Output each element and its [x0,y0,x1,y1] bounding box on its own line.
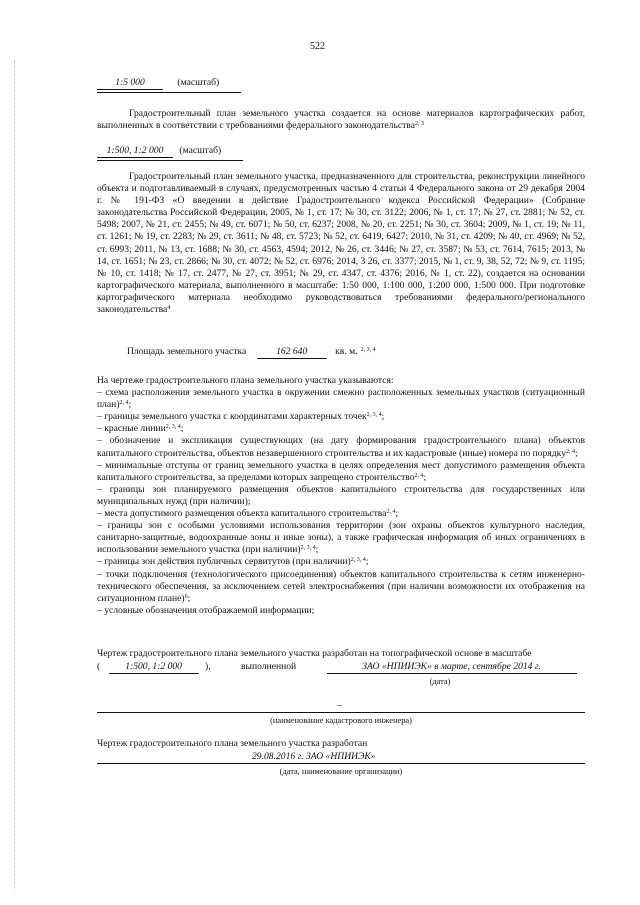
date-caption: (дата) [429,677,451,686]
footnote-ref: 2, 4 [414,472,424,479]
list-item-text: – границы зон с особыми условиями использования территории (зон охраны объектов культурного наследия, санитарно-защитные, водоохранные зоны и иные зоны), а также графическая информация об иных ограничениях в использовании земельного участка (при наличии) [97,520,585,556]
footnote-ref: 2, 3, 4 [360,347,376,353]
scale-row-1 [97,77,219,90]
engineer-dash: – [337,700,342,711]
list-item-text: – условные обозначения отображаемой информации; [97,604,315,616]
list-item-tail: ; [128,399,132,411]
paragraph-materials [97,108,585,132]
scale-row-2-rule [97,160,243,161]
area-label: Площадь земельного участка [127,346,247,357]
paragraph-materials-text: Градостроительный план земельного участка создается на основе материалов картографических работ, выполненных в соответствии с требованиями федерального законодательства [97,108,585,132]
list-item-text: – обозначение и экспликация существующих (на дату формирования градостроительного плана) объектов капитального строительства, объектов незавершенного строительства и их кадастровые (иные) номера по порядку [97,435,585,459]
list-item-text: – границы земельного участка с координатами характерных точек [97,411,367,423]
list-item [97,556,585,568]
engineer-caption: (наименование кадастрового инженера) [270,716,412,725]
performed-label: выполненной [241,661,297,672]
list-item-tail: ; [395,508,399,520]
list-item-tail: ; [575,447,578,459]
area-row [127,346,376,359]
list-item [97,508,585,520]
performed-by-value: ЗАО «НПИИЭК» в марте, сентябре 2014 г. [327,661,577,674]
close-paren: ), [205,661,211,672]
drawing-scale-line: Чертеж градостроительного плана земельного участка разработан на топографической основе в масштабе [97,648,532,659]
list-item [97,484,585,508]
footnote-ref: 2, 4 [566,448,575,455]
list-item [97,569,585,605]
list-item-tail: ; [180,423,184,435]
list-item-tail: ; [365,556,369,568]
footnote-ref: 2, 3, 4 [366,412,382,419]
footnote-ref: 2, 3, 4 [165,424,181,431]
engineer-rule [97,712,585,713]
list-item [97,387,585,411]
developed-caption: (дата, наименование организации) [279,767,403,776]
footnote-ref: 2, 3, 4 [350,557,366,564]
area-unit: кв. м. [335,346,358,357]
area-value: 162 640 [257,346,327,359]
scale-value-2: 1:500, 1:2 000 [97,145,173,158]
scale-label-2: (масштаб) [179,145,222,156]
binding-edge [14,60,15,890]
list-intro: На чертеже градостроительного плана земельного участка указываются: [97,375,394,386]
scale-row-2 [97,145,221,158]
list-item-tail: ; [423,471,427,483]
list-items [97,387,585,617]
list-item [97,435,585,459]
list-item-text: – точки подключения (технологического присоединения) объектов капитального строительства к сетям инженерно-технического обеспечения, за исключением сетей электроснабжения (при наличии возможности их отображения на ситуационном плане) [97,568,585,604]
list-item-text: – красные линии [97,423,166,435]
drawing-scale-row [97,661,577,674]
list-item-text: – минимальные отступы от границ земельного участка в целях определения мест допустимого размещения объекта капитального строительства, за пределами которых запрещено строительство [97,459,585,483]
scale-value-1: 1:5 000 [97,77,163,90]
list-item-text: – схема расположения земельного участка в окружении смежно расположенных земельных участков (ситуационный план) [97,387,585,411]
footnote-ref: 2, 4 [386,509,396,516]
list-item-tail: ; [315,544,319,556]
developed-value: 29.08.2016 г. ЗАО «НПИИЭК» [252,751,376,762]
drawing-scale-value: 1:500, 1:2 000 [109,661,199,674]
list-item-text: – границы зон действия публичных сервитутов (при наличии) [97,556,351,568]
footnote-ref: 4 [167,305,171,312]
scale-row-1-rule [97,92,241,93]
footnote-ref: 6 [184,593,188,600]
scale-label-1: (масштаб) [177,77,220,88]
paragraph-linear-object [97,171,585,316]
footnote-ref: 2, 3, 4 [300,545,316,552]
developed-line: Чертеж градостроительного плана земельного участка разработан [97,738,368,749]
list-item-tail: ; [187,592,191,604]
page-number: 522 [310,41,325,52]
list-item [97,423,585,435]
list-item-tail: ; [381,411,385,423]
list-item [97,605,585,617]
list-item [97,520,585,556]
drawing-contents-list [97,375,585,617]
footnote-ref: 2, 4 [119,400,129,407]
open-paren: ( [97,661,101,672]
list-item [97,460,585,484]
list-item-text: – места допустимого размещения объекта капитального строительства [97,508,387,520]
list-item-text: – границы зон планируемого размещения объектов капитального строительства для государственных или муниципальных нужд (при наличии); [97,483,585,507]
footnote-ref: 2, 3 [414,121,424,128]
list-item [97,411,585,423]
developed-rule [97,763,585,764]
paragraph-linear-object-text: Градостроительный план земельного участка, предназначенного для строительства, реконструкции линейного объекта и подготавливаемый в случаях, предусмотренных частью 4 статьи 4 Федерального закона от 29 декабря 2004 г. № 191-ФЗ «О введении в действие Градостроительного кодекса Российской Федерации» (Собрание законодательства Российской Федерации, 2005, № 1, ст. 17; № 30, ст. 3122; 2006, № 1, ст. 17; № 27, ст. 2881; № 52, ст. 5498; 2007, № 21, ст. 2455; № 49, ст. 6071; № 50, ст. 6237; 2008, № 20, ст. 2251; № 30, ст. 3604; 2009, № 1, ст. 19; № 11, ст. 1261; № 19, ст. 2283; № 29, ст. 3611; № 48, ст. 5723; № 52, ст. 6419, 6427; 2010, № 31, ст. 4209; № 40, ст. 4969; № 52, ст. 6993; 2011, № 13, ст. 1688; № 30, ст. 4563, 4594; 2012, № 26, ст. 3446; № 27, ст. 3587; № 53, ст. 7614, 7615; 2013, № 14, ст. 1651; № 23, ст. 2866; № 30, ст. 4072; № 52, ст. 6976; 2014, 3 26, ст. 3377; 2015, № 1, ст. 9, 38, 52, 72; № 9, ст. 1195; № 10, ст. 1418; № 17, ст. 2477, № 27, ст. 3951; № 29, ст. 4347, ст. 4376; 2016, № 1, ст. 22), создается на основании картографического материала, выполненного в масштабе: 1:50 000, 1:100 000, 1:200 000, 1:500 000. При подготовке картографического материала необходимо руководствоваться требованиями федерального/регионального законодательства [97,171,585,316]
